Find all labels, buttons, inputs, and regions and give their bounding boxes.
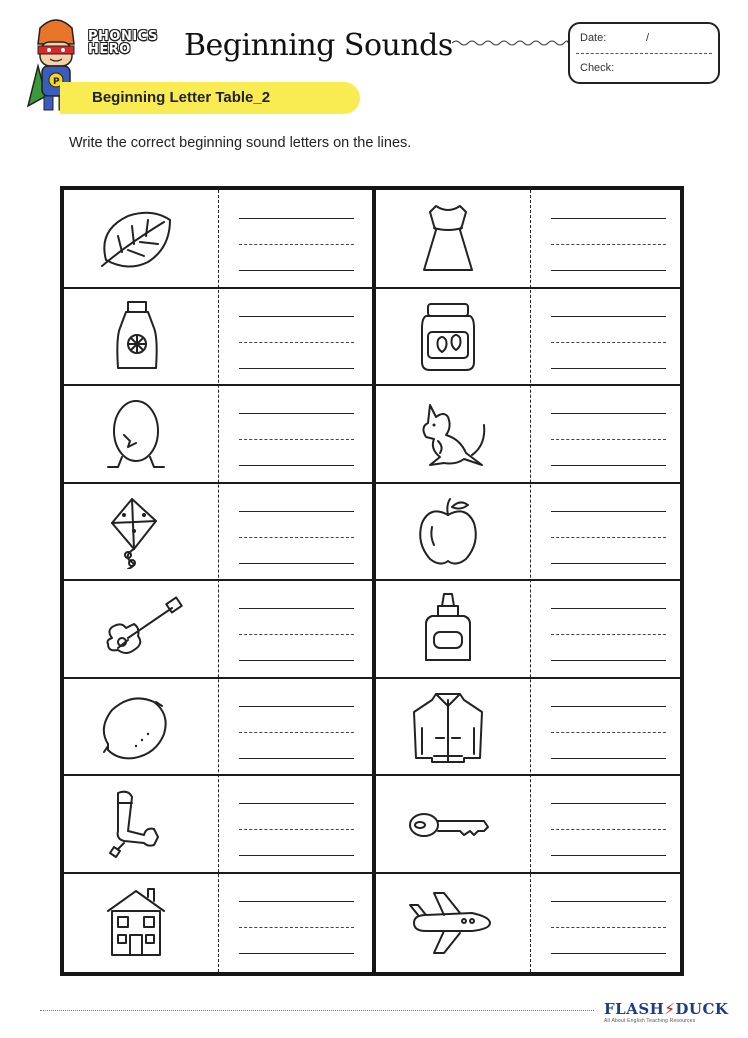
writing-line-top[interactable] bbox=[551, 218, 666, 219]
writing-line-mid[interactable] bbox=[239, 537, 354, 538]
page-title: Beginning Sounds bbox=[184, 28, 453, 63]
right-row-8 bbox=[376, 873, 684, 970]
leaf-icon bbox=[88, 200, 184, 276]
writing-line-mid[interactable] bbox=[551, 439, 666, 440]
squiggle-decoration bbox=[452, 38, 568, 48]
writing-line-mid[interactable] bbox=[239, 732, 354, 733]
writing-line-bot[interactable] bbox=[239, 758, 354, 759]
brand-left: FLASH bbox=[604, 1000, 665, 1018]
writing-line-bot[interactable] bbox=[239, 270, 354, 271]
writing-line-mid[interactable] bbox=[239, 634, 354, 635]
egg-icon bbox=[88, 395, 184, 471]
writing-line-mid[interactable] bbox=[551, 634, 666, 635]
writing-line-mid[interactable] bbox=[551, 537, 666, 538]
writing-line-mid[interactable] bbox=[551, 342, 666, 343]
writing-line-bot[interactable] bbox=[551, 465, 666, 466]
house-icon bbox=[88, 883, 184, 959]
writing-line-bot[interactable] bbox=[239, 660, 354, 661]
flashduck-logo bbox=[604, 1000, 728, 1018]
writing-line-bot[interactable] bbox=[239, 563, 354, 564]
lemon-icon bbox=[88, 688, 184, 764]
writing-line-bot[interactable] bbox=[239, 953, 354, 954]
kite-icon bbox=[88, 493, 184, 569]
writing-line-top[interactable] bbox=[551, 316, 666, 317]
writing-line-mid[interactable] bbox=[239, 342, 354, 343]
writing-line-bot[interactable] bbox=[239, 465, 354, 466]
key-icon bbox=[400, 785, 496, 861]
writing-line-top[interactable] bbox=[551, 901, 666, 902]
writing-line-top[interactable] bbox=[239, 901, 354, 902]
writing-line-mid[interactable] bbox=[551, 927, 666, 928]
right-row-3 bbox=[376, 385, 684, 482]
writing-line-top[interactable] bbox=[239, 706, 354, 707]
left-row-6 bbox=[64, 678, 372, 775]
writing-line-mid[interactable] bbox=[239, 244, 354, 245]
date-label: Date: bbox=[580, 32, 607, 44]
airplane-icon bbox=[400, 883, 496, 959]
right-row-2 bbox=[376, 288, 684, 385]
writing-line-top[interactable] bbox=[239, 413, 354, 414]
writing-line-top[interactable] bbox=[551, 608, 666, 609]
date-slash: / bbox=[646, 32, 650, 44]
left-row-1 bbox=[64, 190, 372, 287]
writing-line-mid[interactable] bbox=[239, 829, 354, 830]
subtitle: Beginning Letter Table_2 bbox=[92, 89, 271, 106]
writing-line-bot[interactable] bbox=[551, 563, 666, 564]
right-row-5 bbox=[376, 580, 684, 677]
date-check-box bbox=[568, 22, 720, 84]
writing-line-bot[interactable] bbox=[551, 368, 666, 369]
guitar-icon bbox=[88, 590, 184, 666]
logo-line1: PHONICS bbox=[88, 29, 158, 44]
writing-line-bot[interactable] bbox=[551, 660, 666, 661]
writing-line-bot[interactable] bbox=[239, 855, 354, 856]
left-row-4 bbox=[64, 483, 372, 580]
yogurt-bottle-icon bbox=[88, 298, 184, 374]
writing-line-top[interactable] bbox=[551, 803, 666, 804]
check-label: Check: bbox=[580, 62, 615, 74]
writing-line-mid[interactable] bbox=[239, 927, 354, 928]
worksheet-table bbox=[60, 186, 684, 976]
brand-right: DUCK bbox=[675, 1000, 729, 1018]
writing-line-top[interactable] bbox=[551, 706, 666, 707]
right-row-4 bbox=[376, 483, 684, 580]
footer-dotted-line bbox=[40, 1010, 594, 1011]
right-row-1 bbox=[376, 190, 684, 287]
arm-icon bbox=[88, 785, 184, 861]
phonics-hero-logo bbox=[88, 30, 158, 56]
writing-line-bot[interactable] bbox=[551, 953, 666, 954]
left-row-8 bbox=[64, 873, 372, 970]
writing-line-top[interactable] bbox=[239, 316, 354, 317]
writing-line-top[interactable] bbox=[551, 511, 666, 512]
writing-line-top[interactable] bbox=[239, 218, 354, 219]
writing-line-bot[interactable] bbox=[551, 758, 666, 759]
brand-tagline: All About English Teaching Resources bbox=[604, 1018, 696, 1024]
writing-line-mid[interactable] bbox=[551, 244, 666, 245]
writing-line-top[interactable] bbox=[551, 413, 666, 414]
dress-icon bbox=[400, 200, 496, 276]
writing-line-mid[interactable] bbox=[551, 829, 666, 830]
left-row-7 bbox=[64, 775, 372, 872]
writing-line-bot[interactable] bbox=[551, 270, 666, 271]
left-row-3 bbox=[64, 385, 372, 482]
date-divider bbox=[576, 53, 712, 54]
writing-line-top[interactable] bbox=[239, 803, 354, 804]
left-row-2 bbox=[64, 288, 372, 385]
logo-line2: HERO bbox=[88, 42, 131, 57]
apple-icon bbox=[400, 493, 496, 569]
right-row-7 bbox=[376, 775, 684, 872]
kangaroo-icon bbox=[400, 395, 496, 471]
right-row-6 bbox=[376, 678, 684, 775]
lightning-icon: ⚡ bbox=[664, 1000, 676, 1018]
writing-line-mid[interactable] bbox=[239, 439, 354, 440]
left-row-5 bbox=[64, 580, 372, 677]
jam-jar-icon bbox=[400, 298, 496, 374]
instruction-text: Write the correct beginning sound letters on the lines. bbox=[69, 135, 412, 151]
writing-line-bot[interactable] bbox=[551, 855, 666, 856]
svg-text:P: P bbox=[53, 77, 60, 87]
jacket-icon bbox=[400, 688, 496, 764]
writing-line-top[interactable] bbox=[239, 608, 354, 609]
writing-line-mid[interactable] bbox=[551, 732, 666, 733]
writing-line-bot[interactable] bbox=[239, 368, 354, 369]
glue-bottle-icon bbox=[400, 590, 496, 666]
writing-line-top[interactable] bbox=[239, 511, 354, 512]
